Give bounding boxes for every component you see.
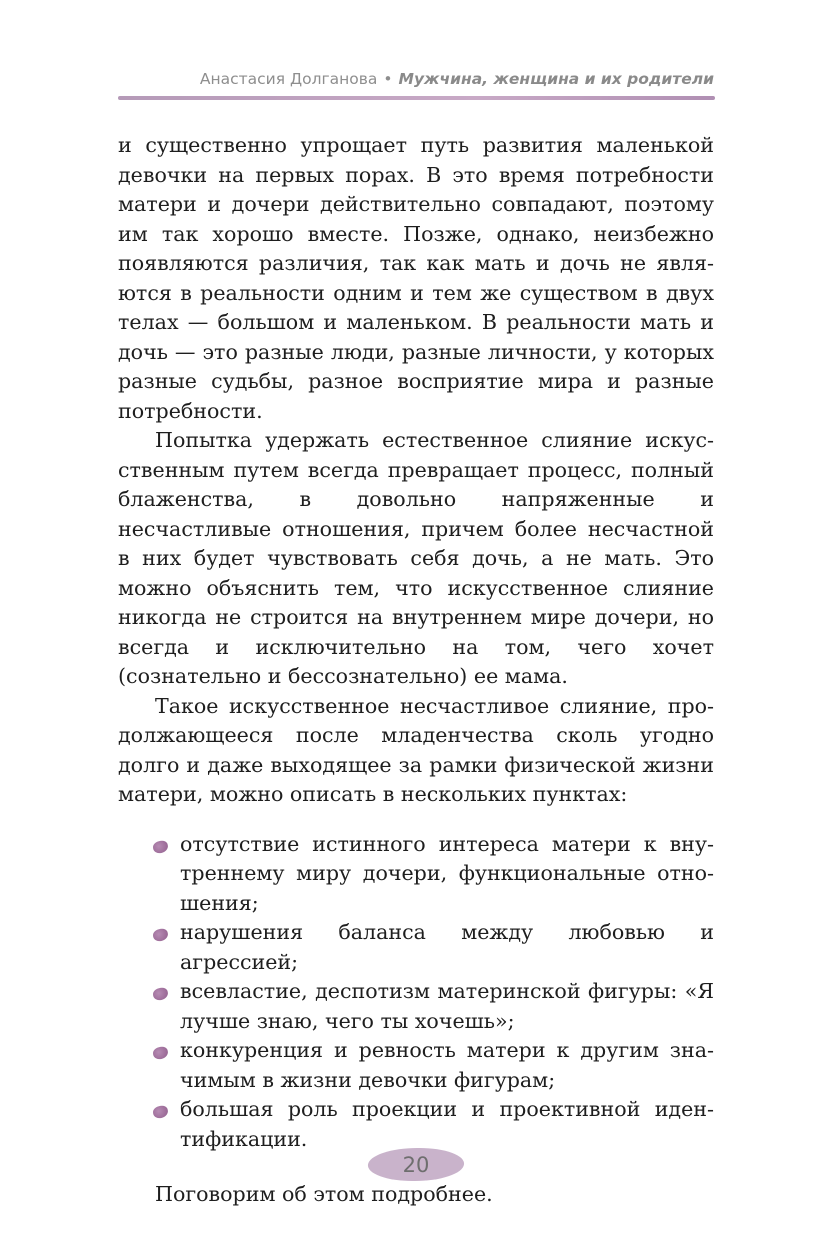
paragraph: Попытка удержать естественное слияние искусственным путем всегда превращает процесс, полный блаженства, в довольно напряженные и несчастливые отношения, причем более несчастной в них будет чувствовать себя дочь, а не мать. Это можно объяснить тем, что искусственное слияние никогда не строится на внутреннем мире дочери, но всегда и исключительно на том, чего хочет (сознательно и бессознательно) ее мама.	[118, 428, 714, 688]
bullet-blob-icon	[152, 928, 169, 943]
page-number: 20	[402, 1153, 430, 1177]
header-author: Анастасия Долганова	[199, 70, 378, 88]
paragraph-continued: и существенно упрощает путь развития маленькой девочки на первых порах. В это время потребности матери и дочери действительно совпадают, поэтому им так хорошо вместе. Позже, однако, неизбежно появляются различия, так как мать и дочь не являются в реальности одним и тем же существом в двух телах — большом и маленьком. В реальности мать и дочь — это разные люди, разные личности, у которых разные судьбы, разное восприятие мира и разные потребности.	[118, 133, 714, 423]
bullet-blob-icon	[152, 987, 169, 1002]
header-separator: •	[383, 70, 393, 88]
closing-line: Поговорим об этом подробнее.	[155, 1182, 493, 1206]
list-item	[180, 977, 714, 1036]
list-item-text: большая роль проекции и проективной идентификации.	[180, 1097, 714, 1151]
list-item-text: конкуренция и ревность матери к другим значимым в жизни девочки фигурам;	[180, 1038, 714, 1092]
bullet-blob-icon	[152, 839, 169, 854]
bullet-blob-icon	[152, 1105, 169, 1120]
list-item	[180, 1095, 714, 1154]
list-item	[180, 918, 714, 977]
running-header	[118, 70, 714, 98]
header-book-title: Мужчина, женщина и их родители	[398, 70, 714, 88]
list-item-text: отсутствие истинного интереса матери к внутреннему миру дочери, функциональные отношения;	[180, 831, 714, 915]
bullet-list	[118, 830, 714, 1155]
bullet-blob-icon	[152, 1046, 169, 1061]
list-item	[180, 1036, 714, 1095]
list-item-text: всевластие, деспотизм материнской фигуры: «Я лучше знаю, чего ты хочешь»;	[180, 979, 714, 1033]
page-body	[118, 131, 714, 1210]
list-item	[180, 830, 714, 919]
header-rule	[118, 96, 715, 100]
list-item-text: нарушения баланса между любовью и агрессией;	[180, 920, 714, 974]
paragraph: Такое искусственное несчастливое слияние, продолжающееся после младенчества сколь угодно долго и даже выходящее за рамки физической жизни матери, можно описать в нескольких пунктах:	[118, 693, 714, 806]
